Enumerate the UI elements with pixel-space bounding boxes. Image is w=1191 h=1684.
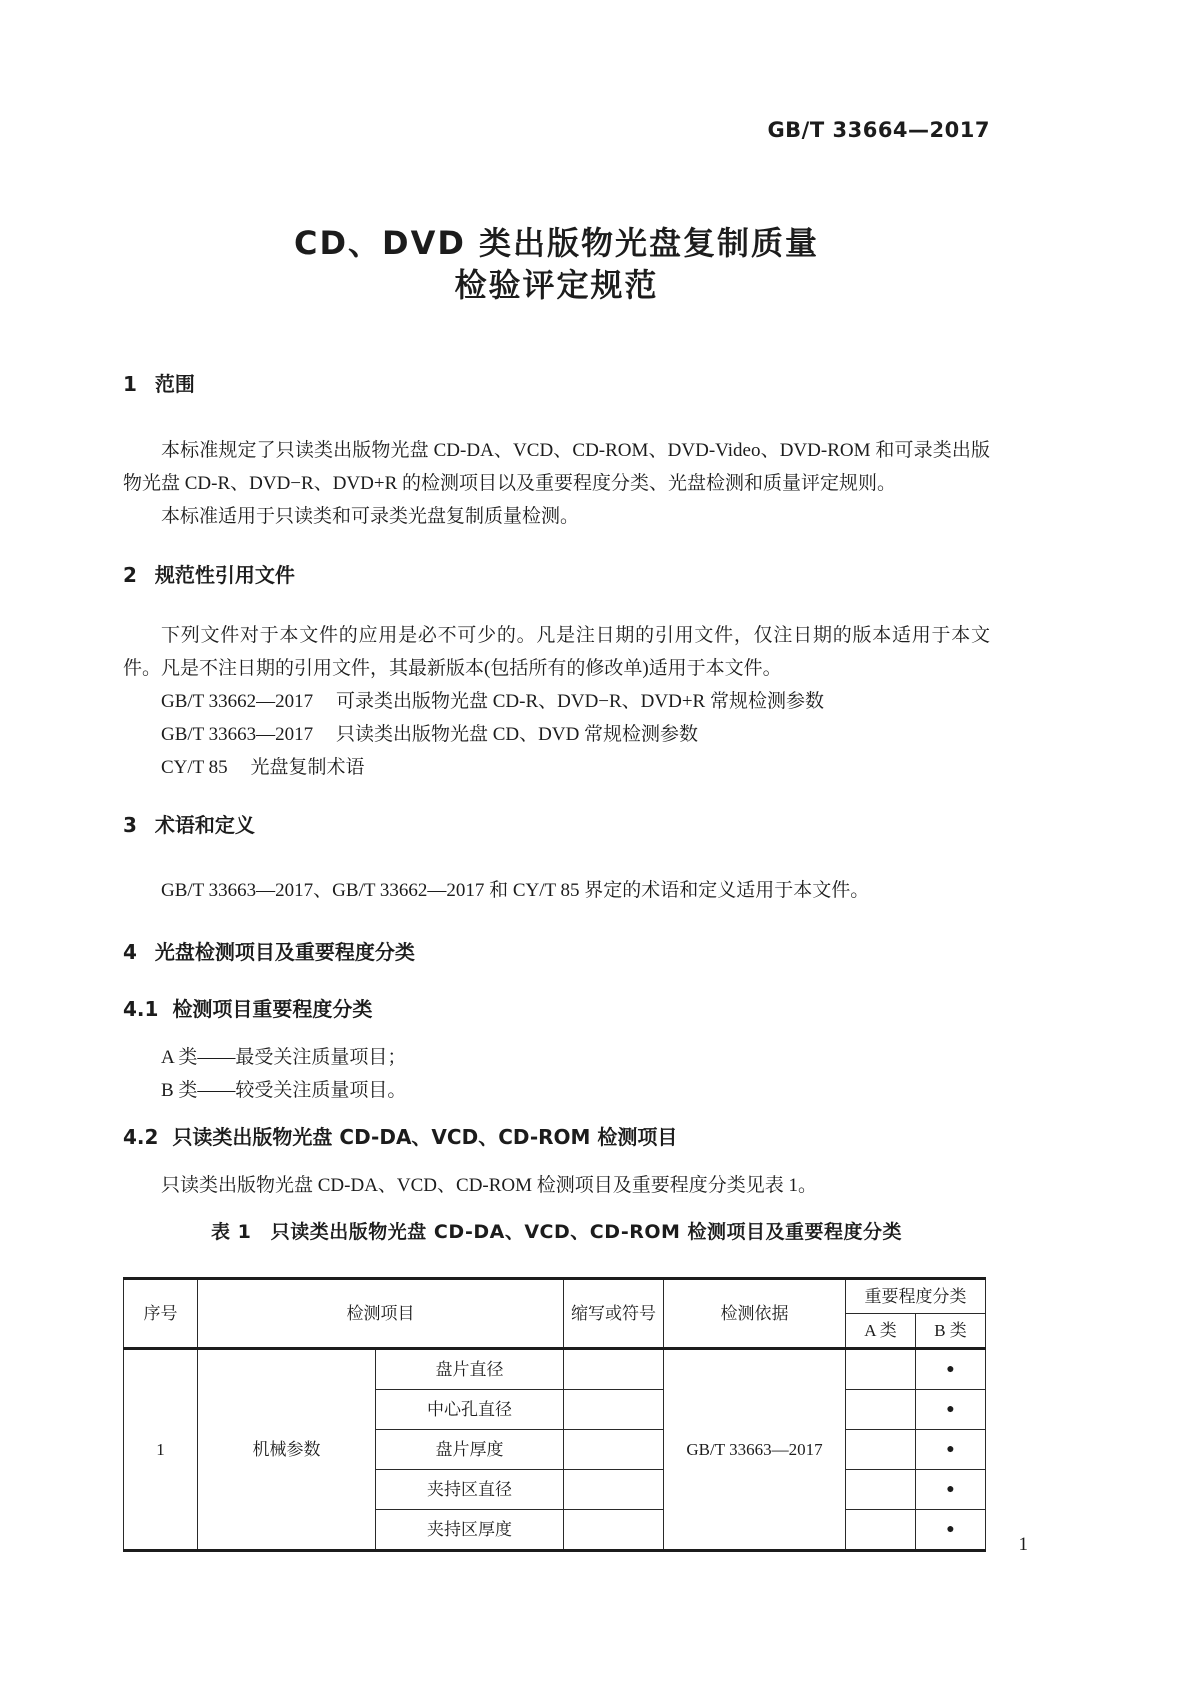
reference-code: GB/T 33662—2017 — [161, 691, 314, 712]
section-2-paragraph-1: 下列文件对于本文件的应用是必不可少的。凡是注日期的引用文件，仅注日期的版本适用于本文件。凡是不注日期的引用文件，其最新版本(包括所有的修改单)适用于本文件。 — [123, 625, 990, 679]
class-b-definition: B 类——较受关注质量项目。 — [161, 1080, 407, 1101]
reference-title: 只读类出版物光盘 CD、DVD 常规检测参数 — [335, 724, 699, 745]
section-2-heading — [123, 563, 990, 587]
row-index-cell: 1 — [124, 1349, 198, 1551]
section-4-number: 4 — [123, 940, 137, 964]
reference-item — [123, 718, 990, 751]
section-2-number: 2 — [123, 563, 137, 587]
item-cell: 盘片直径 — [376, 1349, 564, 1390]
item-cell: 盘片厚度 — [376, 1430, 564, 1470]
reference-item — [123, 751, 990, 784]
item-cell: 夹持区厚度 — [376, 1510, 564, 1551]
document-title — [123, 222, 990, 306]
document-body — [123, 372, 990, 1552]
abbr-cell — [564, 1390, 664, 1430]
section-1-number: 1 — [123, 372, 137, 396]
category-cell: 机械参数 — [198, 1349, 376, 1551]
section-1-heading — [123, 372, 990, 396]
reference-title: 光盘复制术语 — [250, 757, 365, 778]
column-header-class-a: A 类 — [846, 1314, 916, 1349]
section-4-1-title: 检测项目重要程度分类 — [172, 997, 373, 1021]
table-row — [124, 1349, 986, 1390]
class-b-bullet-cell: ● — [916, 1510, 986, 1551]
section-3-paragraph-1: GB/T 33663—2017、GB/T 33662—2017 和 CY/T 85 界定的术语和定义适用于本文件。 — [161, 880, 870, 901]
section-4-1-number: 4.1 — [123, 997, 159, 1021]
section-4-2-number: 4.2 — [123, 1125, 159, 1149]
reference-code: GB/T 33663—2017 — [161, 724, 314, 745]
abbr-cell — [564, 1430, 664, 1470]
column-header-basis: 检测依据 — [664, 1279, 846, 1349]
class-b-bullet-cell: ● — [916, 1349, 986, 1390]
document-title-line2: 检验评定规范 — [454, 266, 659, 304]
class-b-bullet-cell: ● — [916, 1430, 986, 1470]
section-2-title: 规范性引用文件 — [154, 563, 295, 587]
section-4-2-title: 只读类出版物光盘 CD-DA、VCD、CD-ROM 检测项目 — [172, 1125, 678, 1149]
section-4-title: 光盘检测项目及重要程度分类 — [154, 940, 415, 964]
standard-number: GB/T 33664—2017 — [767, 118, 990, 142]
section-3-title: 术语和定义 — [154, 813, 255, 837]
section-1-title: 范围 — [154, 372, 195, 396]
item-cell: 中心孔直径 — [376, 1390, 564, 1430]
column-header-index: 序号 — [124, 1279, 198, 1349]
class-b-bullet-cell: ● — [916, 1470, 986, 1510]
reference-code: CY/T 85 — [161, 757, 228, 778]
class-a-cell — [846, 1430, 916, 1470]
class-b-bullet-cell: ● — [916, 1390, 986, 1430]
section-4-1-heading — [123, 997, 990, 1021]
abbr-cell — [564, 1510, 664, 1551]
section-4-heading — [123, 940, 990, 964]
section-4-2-heading — [123, 1125, 990, 1149]
reference-item — [123, 685, 990, 718]
section-1-paragraph-2: 本标准适用于只读类和可录类光盘复制质量检测。 — [161, 506, 580, 527]
class-a-cell — [846, 1470, 916, 1510]
abbr-cell — [564, 1470, 664, 1510]
section-4-2-paragraph-1: 只读类出版物光盘 CD-DA、VCD、CD-ROM 检测项目及重要程度分类见表 1。 — [161, 1175, 818, 1196]
abbr-cell — [564, 1349, 664, 1390]
class-a-cell — [846, 1510, 916, 1551]
section-1-paragraph-1: 本标准规定了只读类出版物光盘 CD-DA、VCD、CD-ROM、DVD-Video、DVD-ROM 和可录类出版物光盘 CD-R、DVD−R、DVD+R 的检测项目以及重要程度分类、光盘检测和质量评定规则。 — [123, 440, 990, 494]
class-a-cell — [846, 1390, 916, 1430]
column-header-item: 检测项目 — [198, 1279, 564, 1349]
column-header-abbr: 缩写或符号 — [564, 1279, 664, 1349]
column-header-class-b: B 类 — [916, 1314, 986, 1349]
section-3-number: 3 — [123, 813, 137, 837]
table-1-caption: 表 1 只读类出版物光盘 CD-DA、VCD、CD-ROM 检测项目及重要程度分类 — [210, 1221, 903, 1243]
reference-title: 可录类出版物光盘 CD-R、DVD−R、DVD+R 常规检测参数 — [335, 691, 824, 712]
class-a-cell — [846, 1349, 916, 1390]
class-a-definition: A 类——最受关注质量项目； — [161, 1047, 407, 1068]
document-title-line1: CD、DVD 类出版物光盘复制质量 — [293, 224, 820, 262]
table-header-row-1 — [124, 1279, 986, 1314]
section-3-heading — [123, 813, 990, 837]
page-number: 1 — [1018, 1534, 1028, 1555]
basis-cell: GB/T 33663—2017 — [664, 1349, 846, 1551]
table-1 — [123, 1277, 986, 1552]
column-header-importance: 重要程度分类 — [846, 1279, 986, 1314]
item-cell: 夹持区直径 — [376, 1470, 564, 1510]
